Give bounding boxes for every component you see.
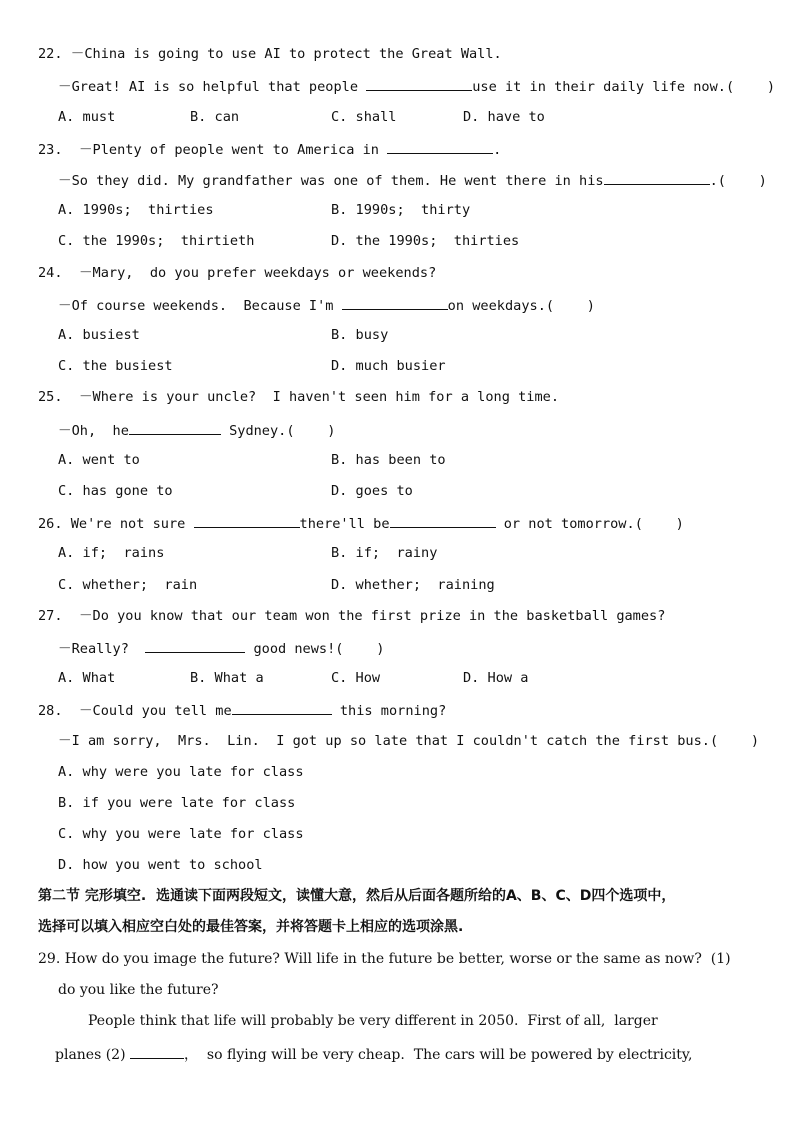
answer-blank[interactable] <box>129 420 221 435</box>
question-line: there'll be <box>299 516 390 532</box>
question-27 <box>38 607 665 625</box>
question-number: 25. <box>38 389 63 405</box>
option-a[interactable]: A. if; rains <box>58 545 165 561</box>
option-c[interactable]: C. the busiest <box>58 358 173 374</box>
question-number: 22. <box>38 46 63 62</box>
option-b[interactable]: B. if; rainy <box>331 545 438 561</box>
question-number: 24. <box>38 265 63 281</box>
option-d[interactable]: D. how you went to school <box>58 857 263 873</box>
answer-blank[interactable] <box>194 513 300 528</box>
option-d[interactable]: D. How a <box>463 670 529 686</box>
option-b[interactable]: B. can <box>190 109 240 125</box>
question-line: planes (2) <box>55 1047 131 1063</box>
question-line: good news! <box>245 641 336 657</box>
question-line: －So they did. My grandfather was one of them. He went there in his <box>58 173 604 189</box>
option-c[interactable]: C. has gone to <box>58 483 173 499</box>
question-line: －Really? <box>58 641 146 657</box>
answer-blank[interactable] <box>387 139 493 154</box>
option-d[interactable]: D. goes to <box>331 483 413 499</box>
option-b[interactable]: B. if you were late for class <box>58 795 296 811</box>
question-line: use it in their daily life now. <box>472 79 726 95</box>
answer-blank[interactable] <box>604 170 710 185</box>
answer-parenthesis[interactable]: ( ) <box>286 423 336 439</box>
question-23-response <box>58 170 767 190</box>
passage-paragraph: People think that life will probably be very different in 2050. First of all, larger <box>88 1013 658 1029</box>
question-line: －Plenty of people went to America in <box>78 142 388 158</box>
question-27-response <box>58 638 384 658</box>
question-number: 23. <box>38 142 63 158</box>
question-28 <box>38 700 446 720</box>
question-line: －China is going to use AI to protect the Great Wall. <box>70 46 502 62</box>
answer-blank[interactable] <box>390 513 496 528</box>
question-line: －Great! AI is so helpful that people <box>58 79 367 95</box>
answer-blank[interactable] <box>130 1044 184 1059</box>
option-a[interactable]: A. What <box>58 670 116 686</box>
option-a[interactable]: A. must <box>58 109 116 125</box>
answer-parenthesis[interactable]: ( ) <box>725 79 776 95</box>
question-line: We're not sure <box>70 516 194 532</box>
question-line: How do you image the future? Will life in the future be better, worse or the same as now? (1) <box>64 951 731 967</box>
question-29-continued: do you like the future? <box>58 982 219 998</box>
question-24-response <box>58 295 595 315</box>
passage-paragraph-continued <box>55 1044 692 1064</box>
section-heading: 第二节 完形填空. 选通读下面两段短文，读懂大意，然后从后面各题所给的A、B、C、D四个选项中， <box>38 888 676 904</box>
answer-parenthesis[interactable]: ( ) <box>709 733 760 749</box>
option-c[interactable]: C. whether; rain <box>58 577 198 593</box>
option-b[interactable]: B. What a <box>190 670 264 686</box>
question-line: . <box>709 173 718 189</box>
section-heading-continued: 选择可以填入相应空白处的最佳答案，并将答题卡上相应的选项涂黑. <box>38 919 464 935</box>
question-line: ， so flying will be very cheap. The cars will be powered by electricity, <box>184 1047 693 1063</box>
option-b[interactable]: B. busy <box>331 327 389 343</box>
question-22 <box>38 45 502 63</box>
question-29 <box>38 950 731 968</box>
answer-parenthesis[interactable]: ( ) <box>634 516 684 532</box>
question-line: this morning? <box>331 703 447 719</box>
option-a[interactable]: A. why were you late for class <box>58 764 304 780</box>
option-a[interactable]: A. busiest <box>58 327 140 343</box>
question-line: －I am sorry, Mrs. Lin. I got up so late that I couldn't catch the first bus. <box>58 733 710 749</box>
option-d[interactable]: D. whether; raining <box>331 577 495 593</box>
question-line: －Of course weekends. Because I'm <box>58 298 342 314</box>
question-line: －Oh, he <box>58 423 129 439</box>
question-number: 29. <box>38 951 61 967</box>
answer-blank[interactable] <box>366 76 472 91</box>
question-28-response <box>58 732 759 750</box>
option-c[interactable]: C. shall <box>331 109 397 125</box>
question-line: －Could you tell me <box>78 703 232 719</box>
question-25 <box>38 388 559 406</box>
question-line: Sydney. <box>220 423 287 439</box>
question-line: . <box>493 142 502 158</box>
question-24 <box>38 264 436 282</box>
option-b[interactable]: B. has been to <box>331 452 446 468</box>
question-line: －Where is your uncle? I haven't seen him for a long time. <box>78 389 560 405</box>
question-26 <box>38 513 684 533</box>
question-line: or not tomorrow. <box>495 516 635 532</box>
option-a[interactable]: A. 1990s; thirties <box>58 202 214 218</box>
answer-parenthesis[interactable]: ( ) <box>717 173 767 189</box>
question-number: 27. <box>38 608 63 624</box>
option-d[interactable]: D. much busier <box>331 358 446 374</box>
answer-blank[interactable] <box>232 700 332 715</box>
option-d[interactable]: D. have to <box>463 109 545 125</box>
option-c[interactable]: C. the 1990s; thirtieth <box>58 233 255 249</box>
question-number: 26. <box>38 516 63 532</box>
question-number: 28. <box>38 703 63 719</box>
question-line: －Mary, do you prefer weekdays or weekends? <box>78 265 437 281</box>
answer-parenthesis[interactable]: ( ) <box>335 641 385 657</box>
question-line: －Do you know that our team won the first prize in the basketball games? <box>78 608 666 624</box>
option-c[interactable]: C. How <box>331 670 381 686</box>
option-a[interactable]: A. went to <box>58 452 140 468</box>
option-b[interactable]: B. 1990s; thirty <box>331 202 471 218</box>
question-25-response <box>58 420 335 440</box>
answer-parenthesis[interactable]: ( ) <box>545 298 595 314</box>
question-22-response <box>58 76 775 96</box>
option-c[interactable]: C. why you were late for class <box>58 826 304 842</box>
answer-blank[interactable] <box>145 638 245 653</box>
question-23 <box>38 139 501 159</box>
answer-blank[interactable] <box>342 295 448 310</box>
option-d[interactable]: D. the 1990s; thirties <box>331 233 520 249</box>
question-line: on weekdays. <box>447 298 546 314</box>
